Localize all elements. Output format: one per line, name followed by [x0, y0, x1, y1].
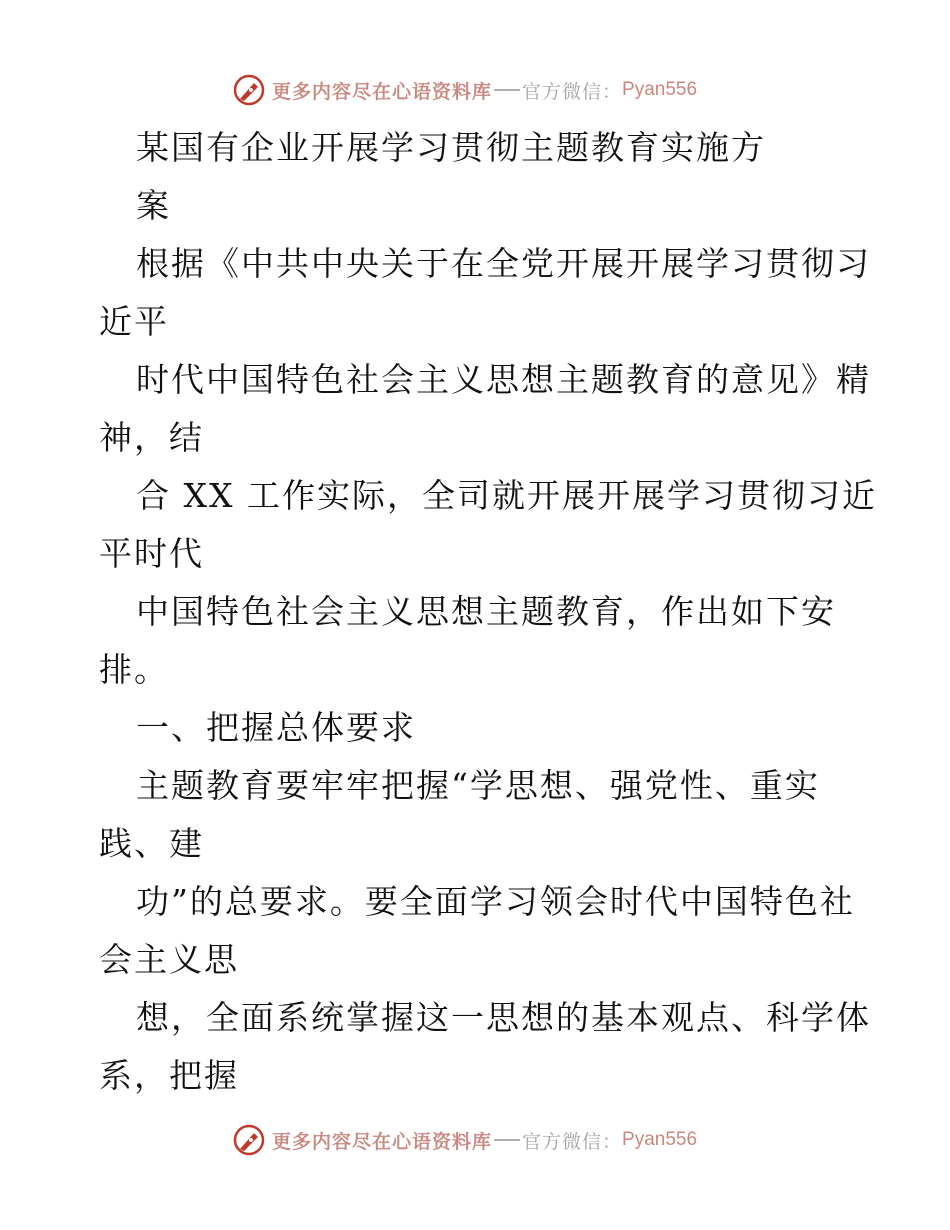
- paragraph-line: 近平: [99, 302, 169, 341]
- paragraph-line: 会主义思: [99, 940, 239, 979]
- wechat-id: Pyan556: [622, 1129, 698, 1150]
- paragraph-line: 功”的总要求。要全面学习领会时代中国特色社: [136, 882, 855, 921]
- paragraph-line: 排。: [99, 650, 169, 689]
- paragraph-line: 想，全面系统掌握这一思想的基本观点、科学体: [136, 998, 871, 1037]
- paragraph-line: 践、建: [99, 824, 204, 863]
- banner-divider: [494, 89, 520, 91]
- wechat-label: 官方微信：: [522, 80, 623, 103]
- paragraph-line: 平时代: [99, 534, 204, 573]
- paragraph-line: 系，把握: [99, 1056, 239, 1095]
- brand-text: 更多内容尽在心语资料库: [272, 1130, 493, 1153]
- doc-title-line: 案: [136, 186, 171, 225]
- pen-nib-logo-icon: [232, 1123, 266, 1157]
- section-heading: 一、把握总体要求: [136, 708, 416, 747]
- doc-title-line: 某国有企业开展学习贯彻主题教育实施方: [136, 128, 766, 167]
- banner-divider: [494, 1139, 520, 1141]
- paragraph-line: 主题教育要牢牢把握“学思想、强党性、重实: [136, 766, 820, 805]
- header-banner: [232, 72, 697, 108]
- paragraph-line: 神，结: [99, 418, 204, 457]
- paragraph-line: 合 XX 工作实际，全司就开展开展学习贯彻习近: [136, 476, 877, 515]
- wechat-label: 官方微信：: [522, 1130, 623, 1153]
- wechat-id: Pyan556: [622, 79, 698, 100]
- footer-banner: [232, 1122, 697, 1158]
- brand-text: 更多内容尽在心语资料库: [272, 80, 493, 103]
- paragraph-line: 中国特色社会主义思想主题教育，作出如下安: [136, 592, 836, 631]
- pen-nib-logo-icon: [232, 73, 266, 107]
- paragraph-line: 根据《中共中央关于在全党开展开展学习贯彻习: [136, 244, 871, 283]
- paragraph-line: 时代中国特色社会主义思想主题教育的意见》精: [136, 360, 871, 399]
